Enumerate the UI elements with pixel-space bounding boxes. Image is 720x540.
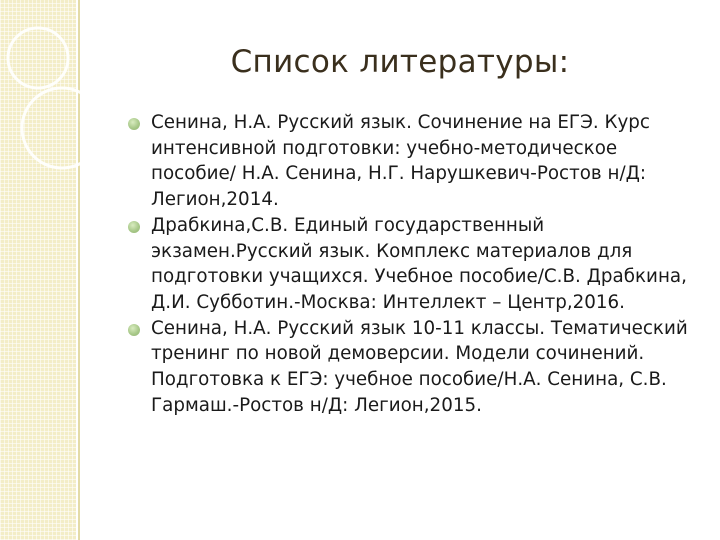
reference-text: Сенина, Н.А. Русский язык 10-11 классы. Тематический тренинг по новой демоверсии. Модели сочинений. Подготовка к ЕГЭ: учебное пособие/Н.А. Сенина, С.В. Гармаш.-Ростов н/Д: Легион,2015. — [151, 317, 688, 416]
reference-item — [128, 110, 688, 213]
bullet-icon — [128, 221, 140, 233]
decorative-circle-upper — [8, 28, 68, 88]
reference-list — [128, 110, 688, 418]
decorative-circle-lower — [22, 88, 102, 168]
bullet-icon — [128, 324, 140, 336]
slide-title: Список литературы: — [230, 44, 570, 80]
reference-text: Сенина, Н.А. Русский язык. Сочинение на ЕГЭ. Курс интенсивной подготовки: учебно-методическое пособие/ Н.А. Сенина, Н.Г. Нарушкевич-Ростов н/Д: Легион,2014. — [151, 112, 650, 211]
reference-text: Драбкина,С.В. Единый государственный экзамен.Русский язык. Комплекс материалов для подготовки учащихся. Учебное пособие/С.В. Драбкина, Д.И. Субботин.-Москва: Интеллект – Центр,2016. — [151, 214, 687, 313]
reference-item — [128, 316, 688, 419]
bullet-icon — [128, 118, 140, 130]
reference-item — [128, 213, 688, 316]
